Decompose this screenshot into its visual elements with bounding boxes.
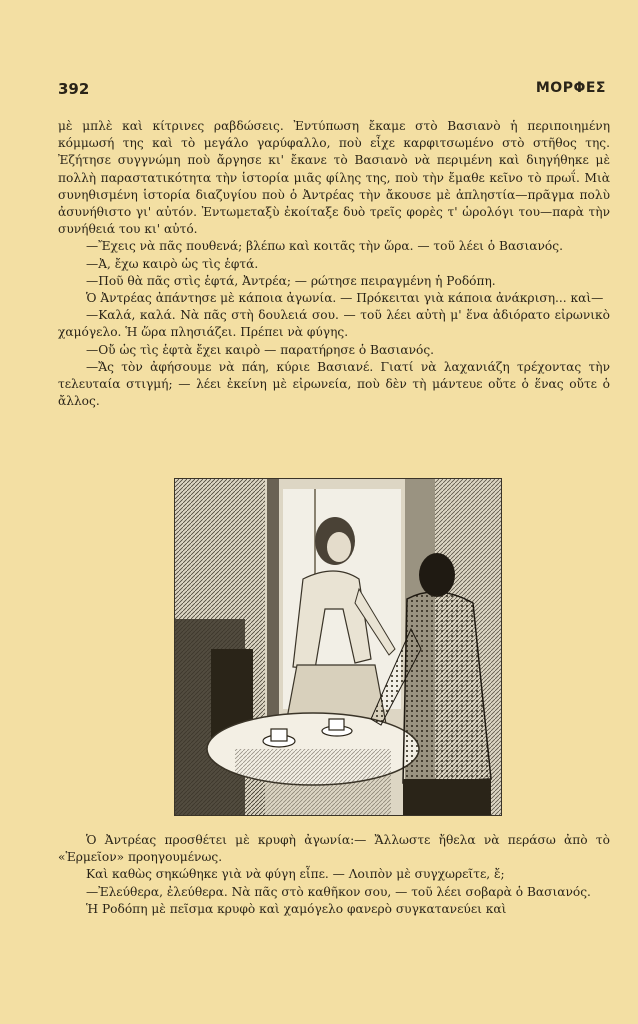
paragraph: —Ἔχεις νὰ πᾶς πουθενά; βλέπω καὶ κοιτᾶς τὴν ὥρα. — τοῦ λέει ὁ Βασιανός. <box>86 239 563 254</box>
page-header <box>58 80 606 102</box>
paragraph: —Ἄς τὸν ἀφήσουμε νὰ πάη, κύριε Βασιανέ. Γιατί νὰ λαχανιάζη τρέχοντας τὴν τελευταία στιγμή; — λέει ἐκείνη μὲ εἰρωνεία, ποὺ δὲν τὴ μάντευε οὔτε ὁ ἕνας οὔτε ὁ ἄλλος. <box>58 359 610 409</box>
illustration-drawing <box>175 479 501 815</box>
top-text-block <box>58 118 610 410</box>
paragraph: Καὶ καθὼς σηκώθηκε γιὰ νὰ φύγη εἶπε. — Λοιπὸν μὲ συγχωρεῖτε, ἔ; <box>86 867 505 882</box>
paragraph: —Ἐλεύθερα, ἐλεύθερα. Νὰ πᾶς στὸ καθῆκον σου, — τοῦ λέει σοβαρὰ ὁ Βασιανός. <box>86 884 591 899</box>
paragraph: μὲ μπλὲ καὶ κίτρινες ραβδώσεις. Ἐντύπωση ἔκαμε στὸ Βασιανὸ ἡ περιποιημένη κόμμωσή της καὶ τὸ μεγάλο γαρύφαλλο, ποὺ εἶχε καρφιτσωμένο στὸ στῆθος της. Ἐζήτησε συγγνώμη ποὺ ἄργησε κι' ἔκανε τὸ Βασιανὸ νὰ περιμένη καὶ διηγήθηκε μὲ πολλὴ παραστατικότητα τὴν ἱστορία μιᾶς φίλης της, ποὺ τὴν ἔμαθε κεῖνο τὸ πρωΐ. Μιὰ συνηθισμένη ἱστορία διαζυγίου ποὺ ὁ Ἀντρέας τὴν ἄκουσε μὲ ἀπληστία—πρᾶγμα πολὺ ἀσυνήθιστο γι' αὐτόν. Ἐντωμεταξὺ ἐκοίταξε δυὸ τρεῖς φορὲς τ' ὡρολόγι του—παρὰ τὴν συνήθειά του κι' αὐτό. <box>58 119 610 237</box>
paragraph: —Καλά, καλά. Νὰ πᾶς στὴ δουλειά σου. — τοῦ λέει αὐτὴ μ' ἕνα ἀδιόρατο εἰρωνικὸ χαμόγελο. Ἡ ὥρα πλησιάζει. Πρέπει νὰ φύγης. <box>58 308 610 340</box>
illustration <box>174 478 502 816</box>
page-number: 392 <box>58 80 90 98</box>
paragraph: Ὁ Ἀντρέας ἀπάντησε μὲ κάποια ἀγωνία. — Πρόκειται γιὰ κάποια ἀνάκριση... καὶ— <box>86 291 604 306</box>
paragraph: —Ποῦ θὰ πᾶς στὶς ἑφτά, Ἀντρέα; — ρώτησε πειραγμένη ἡ Ροδόπη. <box>86 273 496 288</box>
running-title: ΜΟΡΦΕΣ <box>535 80 606 96</box>
paragraph: Ὁ Ἀντρέας προσθέτει μὲ κρυφὴ ἀγωνία:— Ἄλλωστε ἤθελα νὰ περάσω ἀπὸ τὸ «Ἑρμεῖον» προηγουμένως. <box>58 833 610 865</box>
bottom-text-block <box>58 832 610 918</box>
paragraph: Ἡ Ροδόπη μὲ πεῖσμα κρυφὸ καὶ χαμόγελο φανερὸ συγκατανεύει καὶ <box>86 901 507 916</box>
paragraph: —Οὔ ὡς τὶς ἑφτὰ ἔχει καιρὸ — παρατήρησε ὁ Βασιανός. <box>86 342 435 357</box>
paragraph: —Ἀ, ἔχω καιρὸ ὡς τὶς ἑφτά. <box>86 256 259 271</box>
